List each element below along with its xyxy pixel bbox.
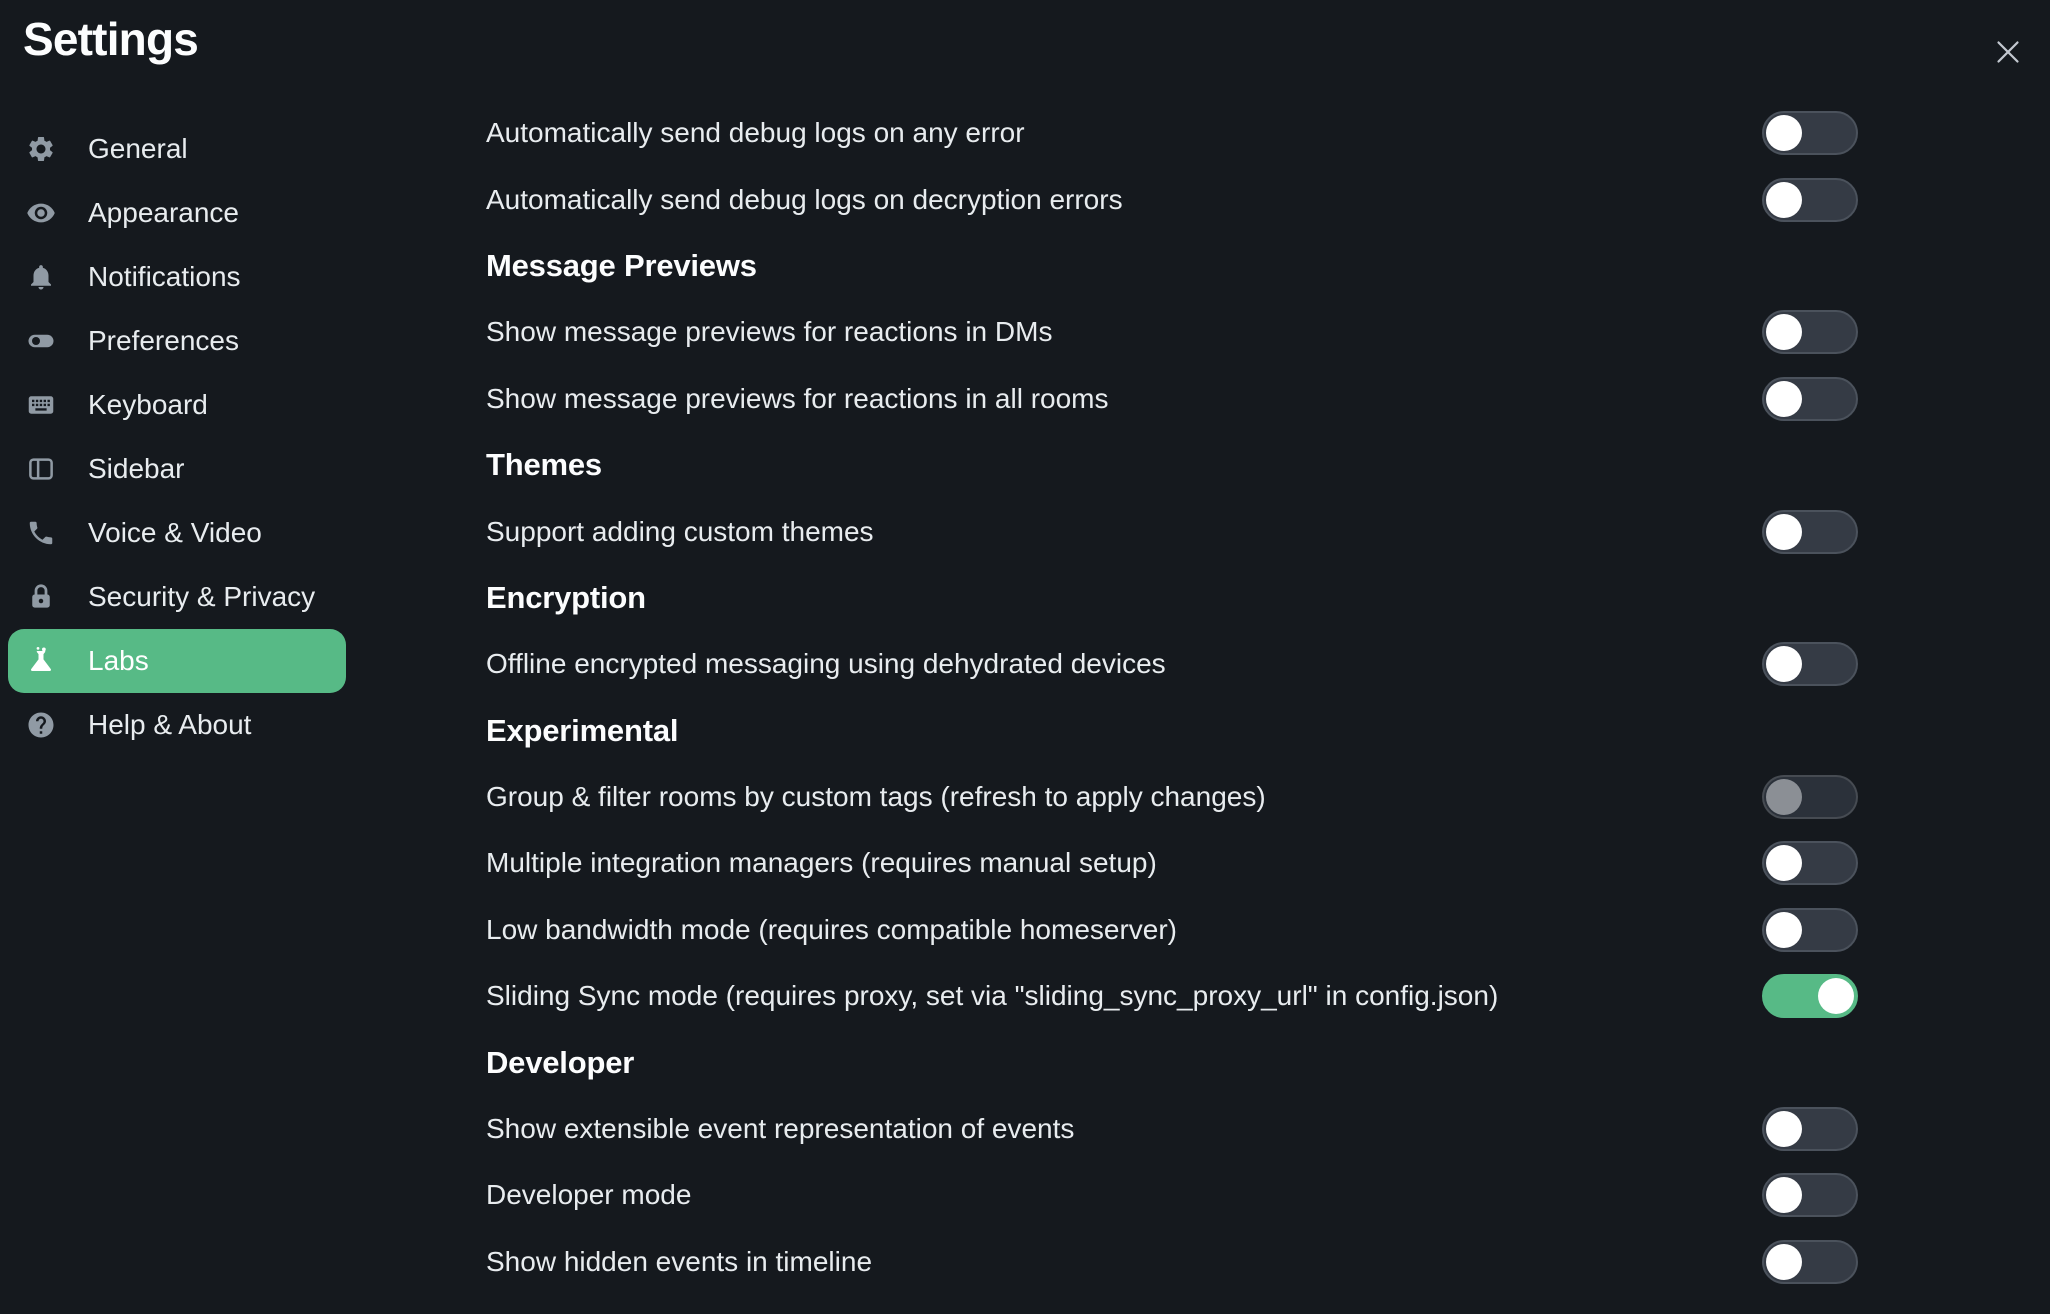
section-heading-row bbox=[486, 565, 1858, 631]
toggle-knob bbox=[1766, 646, 1802, 682]
section-heading: Encryption bbox=[486, 579, 646, 615]
toggle-icon bbox=[26, 326, 56, 356]
sidebar-item-label: General bbox=[88, 133, 188, 164]
keyboard-icon bbox=[26, 390, 56, 420]
flask-icon bbox=[26, 646, 56, 676]
toggle-knob bbox=[1766, 779, 1802, 815]
settings-row bbox=[486, 299, 1858, 365]
toggle-switch[interactable] bbox=[1762, 310, 1858, 354]
gear-icon bbox=[26, 134, 56, 164]
section-heading-row bbox=[486, 698, 1858, 764]
sidebar-item-appearance[interactable] bbox=[8, 181, 346, 245]
sidebar-item-label: Notifications bbox=[88, 261, 241, 292]
settings-row bbox=[486, 1096, 1858, 1162]
toggle-knob bbox=[1766, 314, 1802, 350]
toggle-switch[interactable] bbox=[1762, 974, 1858, 1018]
setting-label: Low bandwidth mode (requires compatible homeserver) bbox=[486, 913, 1178, 945]
section-heading: Themes bbox=[486, 447, 602, 483]
eye-icon bbox=[26, 198, 56, 228]
settings-row bbox=[486, 963, 1858, 1029]
settings-row bbox=[486, 366, 1858, 432]
setting-label: Group & filter rooms by custom tags (refresh to apply changes) bbox=[486, 781, 1266, 813]
section-heading-row bbox=[486, 233, 1858, 299]
toggle-switch[interactable] bbox=[1762, 178, 1858, 222]
setting-label: Show hidden events in timeline bbox=[486, 1245, 873, 1277]
settings-row bbox=[486, 897, 1858, 963]
sidebar-item-labs[interactable] bbox=[8, 629, 346, 693]
sidebar-item-help-about[interactable] bbox=[8, 693, 346, 757]
close-button[interactable] bbox=[1984, 28, 2032, 76]
page-title: Settings bbox=[23, 13, 199, 65]
sidebar-item-general[interactable] bbox=[8, 117, 346, 181]
section-heading-row bbox=[486, 1029, 1858, 1095]
settings-row bbox=[486, 1229, 1858, 1295]
toggle-knob bbox=[1766, 381, 1802, 417]
settings-row bbox=[486, 1162, 1858, 1228]
settings-row bbox=[486, 830, 1858, 896]
toggle-knob bbox=[1766, 845, 1802, 881]
sidebar-item-label: Keyboard bbox=[88, 389, 208, 420]
toggle-switch[interactable] bbox=[1762, 111, 1858, 155]
toggle-knob bbox=[1766, 912, 1802, 948]
sidebar-item-label: Help & About bbox=[88, 709, 252, 740]
toggle-knob bbox=[1766, 115, 1802, 151]
setting-label: Support adding custom themes bbox=[486, 515, 874, 547]
toggle-switch[interactable] bbox=[1762, 510, 1858, 554]
settings-row bbox=[486, 498, 1858, 564]
toggle-knob bbox=[1766, 182, 1802, 218]
sidebar-item-security-privacy[interactable] bbox=[8, 565, 346, 629]
settings-row bbox=[486, 631, 1858, 697]
sidebar-item-label: Sidebar bbox=[88, 453, 185, 484]
sidebar-item-label: Appearance bbox=[88, 197, 240, 228]
setting-label: Sliding Sync mode (requires proxy, set via "sliding_sync_proxy_url" in config.json) bbox=[486, 980, 1499, 1012]
toggle-switch[interactable] bbox=[1762, 642, 1858, 686]
toggle-knob bbox=[1766, 1111, 1802, 1147]
sidebar-item-label: Labs bbox=[88, 645, 149, 676]
toggle-knob bbox=[1766, 514, 1802, 550]
toggle-switch[interactable] bbox=[1762, 1173, 1858, 1217]
toggle-knob bbox=[1766, 1244, 1802, 1280]
toggle-switch[interactable] bbox=[1762, 377, 1858, 421]
lock-icon bbox=[26, 582, 56, 612]
sidebar-item-keyboard[interactable] bbox=[8, 373, 346, 437]
setting-label: Automatically send debug logs on any error bbox=[486, 117, 1025, 149]
bell-icon bbox=[26, 262, 56, 292]
section-heading-row bbox=[486, 432, 1858, 498]
setting-label: Show message previews for reactions in DMs bbox=[486, 316, 1053, 348]
help-icon bbox=[26, 710, 56, 740]
toggle-switch bbox=[1762, 775, 1858, 819]
phone-icon bbox=[26, 518, 56, 548]
setting-label: Multiple integration managers (requires manual setup) bbox=[486, 847, 1157, 879]
sidebar-item-label: Preferences bbox=[88, 325, 239, 356]
setting-label: Developer mode bbox=[486, 1179, 692, 1211]
labs-settings-list bbox=[486, 100, 1858, 1295]
section-heading: Message Previews bbox=[486, 247, 757, 283]
toggle-knob bbox=[1818, 978, 1854, 1014]
toggle-switch[interactable] bbox=[1762, 1240, 1858, 1284]
settings-row bbox=[486, 100, 1858, 166]
sidebar-item-label: Security & Privacy bbox=[88, 581, 316, 612]
settings-row bbox=[486, 764, 1858, 830]
toggle-switch[interactable] bbox=[1762, 908, 1858, 952]
setting-label: Automatically send debug logs on decryption errors bbox=[486, 183, 1123, 215]
sidebar-panel-icon bbox=[26, 454, 56, 484]
toggle-switch[interactable] bbox=[1762, 1107, 1858, 1151]
sidebar-item-sidebar[interactable] bbox=[8, 437, 346, 501]
sidebar-item-preferences[interactable] bbox=[8, 309, 346, 373]
setting-label: Offline encrypted messaging using dehydrated devices bbox=[486, 648, 1166, 680]
sidebar-item-notifications[interactable] bbox=[8, 245, 346, 309]
close-icon bbox=[1991, 35, 2025, 69]
section-heading: Experimental bbox=[486, 712, 679, 748]
sidebar-item-label: Voice & Video bbox=[88, 517, 262, 548]
setting-label: Show message previews for reactions in all rooms bbox=[486, 382, 1109, 414]
settings-sidebar bbox=[0, 117, 360, 757]
setting-label: Show extensible event representation of events bbox=[486, 1113, 1075, 1145]
section-heading: Developer bbox=[486, 1044, 635, 1080]
toggle-switch[interactable] bbox=[1762, 841, 1858, 885]
settings-row bbox=[486, 166, 1858, 232]
sidebar-item-voice-video[interactable] bbox=[8, 501, 346, 565]
toggle-knob bbox=[1766, 1177, 1802, 1213]
